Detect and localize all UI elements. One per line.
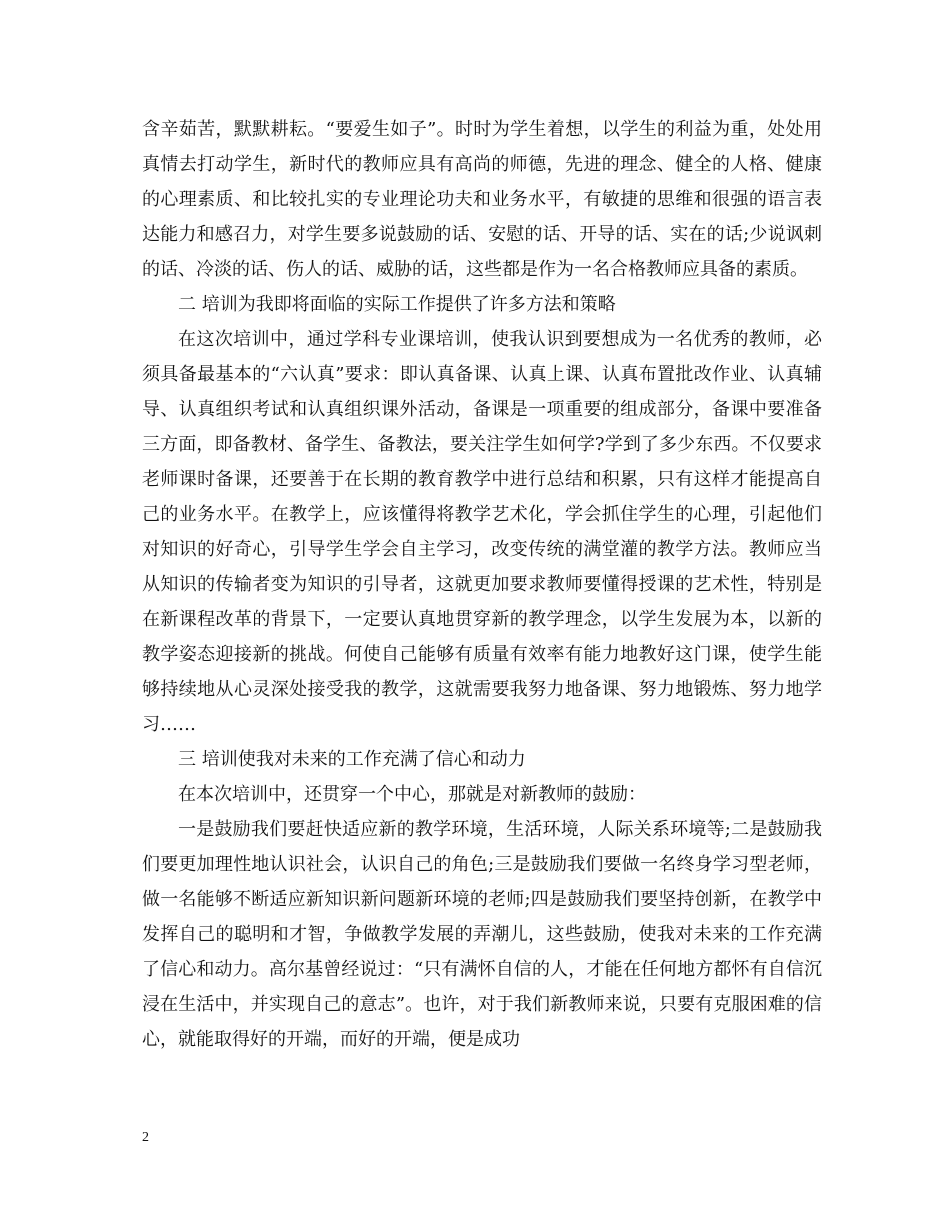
body-paragraph: 一是鼓励我们要赶快适应新的教学环境，生活环境，人际关系环境等;二是鼓励我们要更加理性地认识社会，认识自己的角色;三是鼓励我们要做一名终身学习型老师，做一名能够不断适应新知识新问题新环境的老师;四是鼓励我们要坚持创新，在教学中发挥自己的聪明和才智，争做教学发展的弄潮儿，这些鼓励，使我对未来的工作充满了信心和动力。高尔基曾经说过：“只有满怀自信的人，才能在任何地方都怀有自信沉浸在生活中，并实现自己的意志”。也许，对于我们新教师来说，只要有克服困难的信心，就能取得好的开端，而好的开端，便是成功: [142, 819, 822, 1050]
section-heading: 二 培训为我即将面临的实际工作提供了许多方法和策略: [178, 294, 616, 315]
document-body: [142, 112, 822, 1057]
page-number: 2: [142, 1130, 149, 1145]
body-paragraph: 在这次培训中，通过学科专业课培训，使我认识到要想成为一名优秀的教师，必须具备最基本的“六认真”要求：即认真备课、认真上课、认真布置批改作业、认真辅导、认真组织考试和认真组织课外活动，备课是一项重要的组成部分，备课中要准备三方面，即备教材、备学生、备教法，要关注学生如何学?学到了多少东西。不仅要求老师课时备课，还要善于在长期的教育教学中进行总结和积累，只有这样才能提高自己的业务水平。在教学上，应该懂得将教学艺术化，学会抓住学生的心理，引起他们对知识的好奇心，引导学生学会自主学习，改变传统的满堂灌的教学方法。教师应当从知识的传输者变为知识的引导者，这就更加要求教师要懂得授课的艺术性，特别是在新课程改革的背景下，一定要认真地贯穿新的教学理念，以学生发展为本，以新的教学姿态迎接新的挑战。何使自己能够有质量有效率有能力地教好这门课，使学生能够持续地从心灵深处接受我的教学，这就需要我努力地备课、努力地锻炼、努力地学习……: [142, 329, 822, 735]
body-paragraph: 在本次培训中，还贯穿一个中心，那就是对新教师的鼓励：: [178, 784, 646, 805]
section-heading: 三 培训使我对未来的工作充满了信心和动力: [178, 749, 526, 770]
body-paragraph: 含辛茹苦，默默耕耘。“要爱生如子”。时时为学生着想，以学生的利益为重，处处用真情去打动学生，新时代的教师应具有高尚的师德，先进的理念、健全的人格、健康的心理素质、和比较扎实的专业理论功夫和业务水平，有敏捷的思维和很强的语言表达能力和感召力，对学生要多说鼓励的话、安慰的话、开导的话、实在的话;少说讽刺的话、冷淡的话、伤人的话、威胁的话，这些都是作为一名合格教师应具备的素质。: [142, 119, 822, 280]
